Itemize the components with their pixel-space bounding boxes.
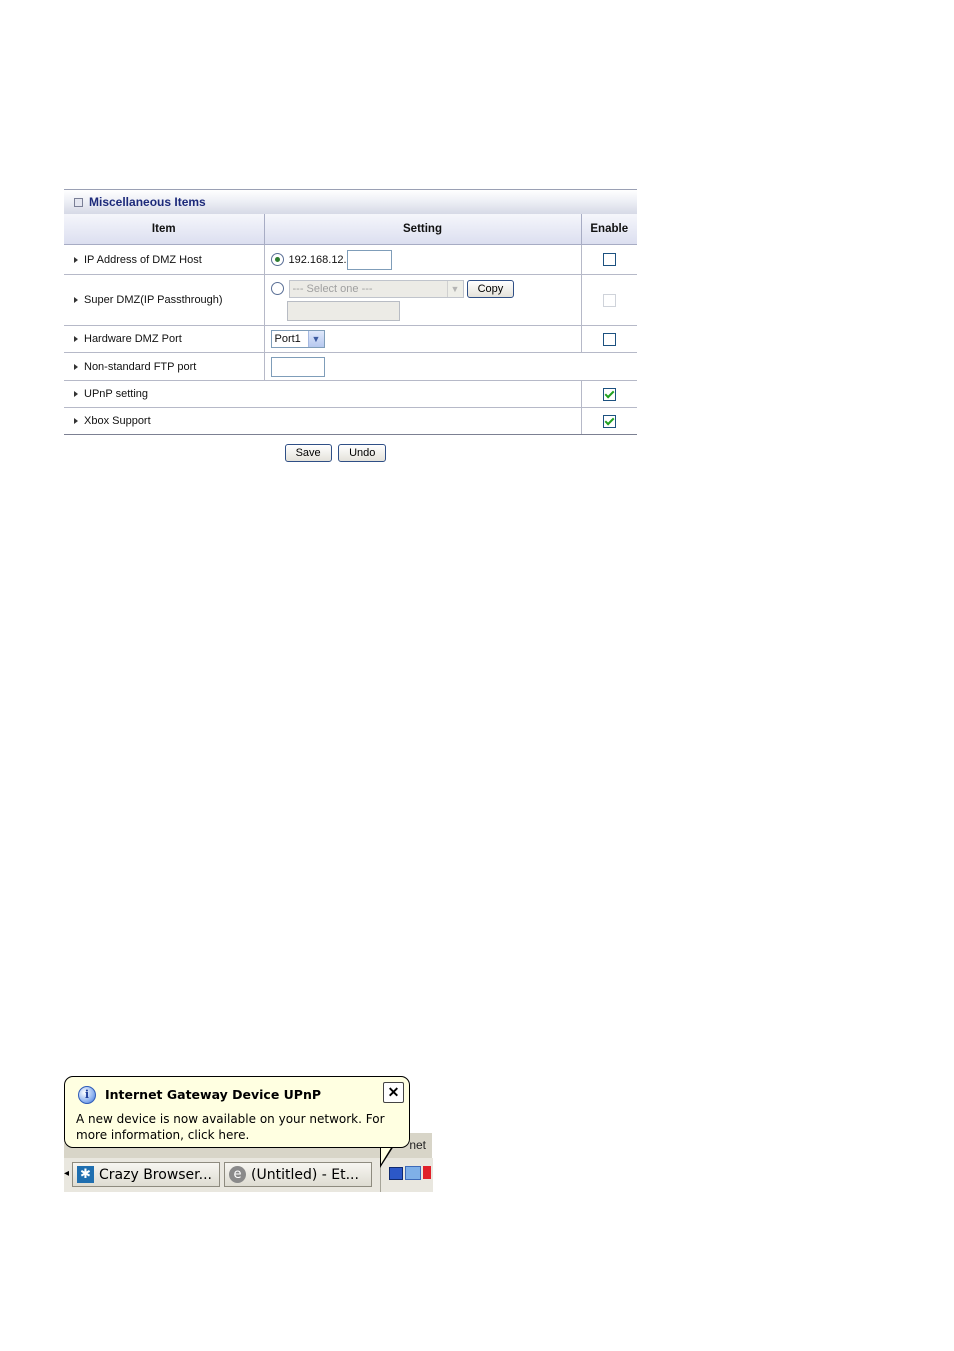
enable-cell [581,245,637,275]
super-dmz-label: Super DMZ(IP Passthrough) [84,294,223,306]
chevron-down-icon: ▼ [447,281,463,297]
row-label-cell [64,245,264,275]
save-button[interactable]: Save [285,444,332,462]
app-globe-icon: e [229,1166,246,1183]
enable-cell [581,381,637,408]
hardware-dmz-enable-checkbox[interactable] [603,333,616,346]
misc-items-table [64,214,637,435]
enable-cell [581,408,637,435]
ftp-port-label: Non-standard FTP port [84,360,197,373]
bullet-arrow-icon [74,336,78,342]
taskbar-button-crazy-browser[interactable] [72,1162,220,1187]
table-row [64,245,637,275]
table-row [64,408,637,435]
taskbar-scroll-arrow-icon[interactable]: ◂ [64,1168,70,1179]
column-header-item: Item [64,214,264,245]
copy-button[interactable]: Copy [467,280,515,298]
row-label-cell [64,275,264,326]
hardware-dmz-port-select[interactable] [271,330,325,348]
close-icon[interactable]: ✕ [383,1082,404,1103]
balloon-message[interactable]: A new device is now available on your network. For more information, click here. [76,1112,385,1142]
taskbar-button-untitled[interactable] [224,1162,372,1187]
bullet-arrow-icon [74,418,78,424]
super-dmz-mac-input[interactable] [287,301,400,321]
hardware-dmz-port-value: Port1 [274,333,301,345]
background-window-text: net [409,1138,426,1152]
dmz-host-setting [264,245,581,275]
chevron-down-icon: ▼ [308,331,324,347]
bullet-arrow-icon [74,257,78,263]
super-dmz-setting [264,275,581,326]
balloon-pointer-fill [381,1146,392,1164]
crazy-browser-icon: ✱ [77,1166,94,1183]
tray-app-icon[interactable] [423,1166,431,1179]
hardware-dmz-setting [264,326,581,353]
super-dmz-select[interactable] [289,280,464,298]
row-label-cell [64,381,581,408]
network-device-icon[interactable] [389,1167,403,1180]
row-label-cell [64,408,581,435]
panel-title: Miscellaneous Items [89,195,206,209]
balloon-title: Internet Gateway Device UPnP [105,1087,322,1102]
ftp-port-setting [264,353,637,381]
table-row [64,326,637,353]
upnp-label: UPnP setting [84,388,149,400]
task-label: (Untitled) - Et... [251,1166,359,1183]
table-row [64,275,637,326]
super-dmz-select-value: --- Select one --- [292,282,373,295]
dmz-host-enable-checkbox[interactable] [603,253,616,266]
dmz-host-radio[interactable] [271,253,284,266]
row-label-cell [64,353,264,381]
network-connections-icon[interactable] [405,1166,421,1180]
bullet-arrow-icon [74,364,78,370]
hardware-dmz-label: Hardware DMZ Port [84,333,182,345]
super-dmz-enable-checkbox[interactable] [603,294,616,307]
column-header-setting: Setting [264,214,581,245]
dmz-ip-prefix: 192.168.12. [288,253,347,266]
undo-button[interactable]: Undo [338,444,386,462]
misc-items-panel [64,189,637,462]
dmz-ip-last-octet-input[interactable] [347,250,392,270]
xbox-label: Xbox Support [84,415,151,427]
ftp-port-input[interactable] [271,357,325,377]
table-row [64,353,637,381]
row-label-cell [64,326,264,353]
notification-balloon[interactable] [64,1076,410,1148]
table-row [64,381,637,408]
super-dmz-radio[interactable] [271,282,284,295]
info-icon: i [78,1086,96,1104]
column-header-enable: Enable [581,214,637,245]
taskbar [64,1158,432,1192]
enable-cell [581,326,637,353]
task-label: Crazy Browser... [99,1166,212,1183]
xbox-enable-checkbox[interactable] [603,415,616,428]
dmz-host-label: IP Address of DMZ Host [84,253,202,266]
bullet-arrow-icon [74,297,78,303]
upnp-enable-checkbox[interactable] [603,388,616,401]
form-actions [64,444,637,462]
enable-cell [581,275,637,326]
panel-header [64,189,637,214]
bullet-arrow-icon [74,391,78,397]
panel-bullet-icon [74,198,83,207]
